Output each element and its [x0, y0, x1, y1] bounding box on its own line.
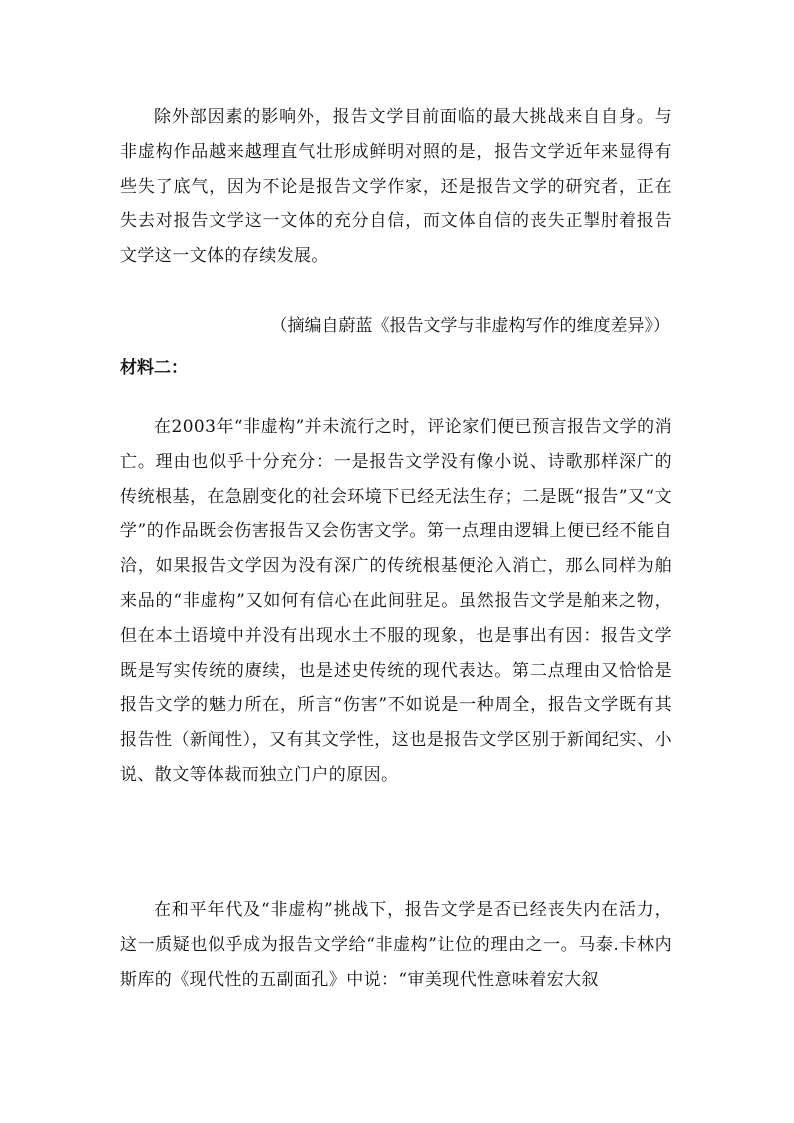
body-paragraph: 在和平年代及“非虚构”挑战下，报告文学是否已经丧失内在活力，这一质疑也似乎成为报告文学给“非虚构”让位的理由之一。马泰.卡林内斯库的《现代性的五副面孔》中说：“审美现代性意味着宏大叙	[120, 900, 672, 990]
body-paragraph: 在2003年“非虚构”并未流行之时，评论家们便已预言报告文学的消亡。理由也似乎十分充分：一是报告文学没有像小说、诗歌那样深广的传统根基，在急剧变化的社会环境下已经无法生存；二是既“报告”又“文学”的作品既会伤害报告又会伤害文学。第一点理由逻辑上便已经不能自洽，如果报告文学因为没有深广的传统根基便沦入消亡，那么同样为舶来品的“非虚构”又如何有信心在此间驻足。虽然报告文学是舶来之物，但在本土语境中并没有出现水土不服的现象，也是事出有因：报告文学既是写实传统的赓续，也是述史传统的现代表达。第二点理由又恰恰是报告文学的魅力所在，所言“伤害”不如说是一种周全，报告文学既有其报告性（新闻性），又有其文学性，这也是报告文学区别于新闻纪实、小说、散文等体裁而独立门户的原因。	[120, 417, 672, 785]
section-heading: 材料二：	[120, 358, 188, 378]
source-citation: （摘编自蔚蓝《报告文学与非虚构写作的维度差异》）	[270, 316, 670, 336]
body-paragraph: 除外部因素的影响外，报告文学目前面临的最大挑战来自自身。与非虚构作品越来越理直气壮形成鲜明对照的是，报告文学近年来显得有些失了底气，因为不论是报告文学作家，还是报告文学的研究者，正在失去对报告文学这一文体的充分自信，而文体自信的丧失正掣肘着报告文学这一文体的存续发展。	[120, 107, 672, 267]
